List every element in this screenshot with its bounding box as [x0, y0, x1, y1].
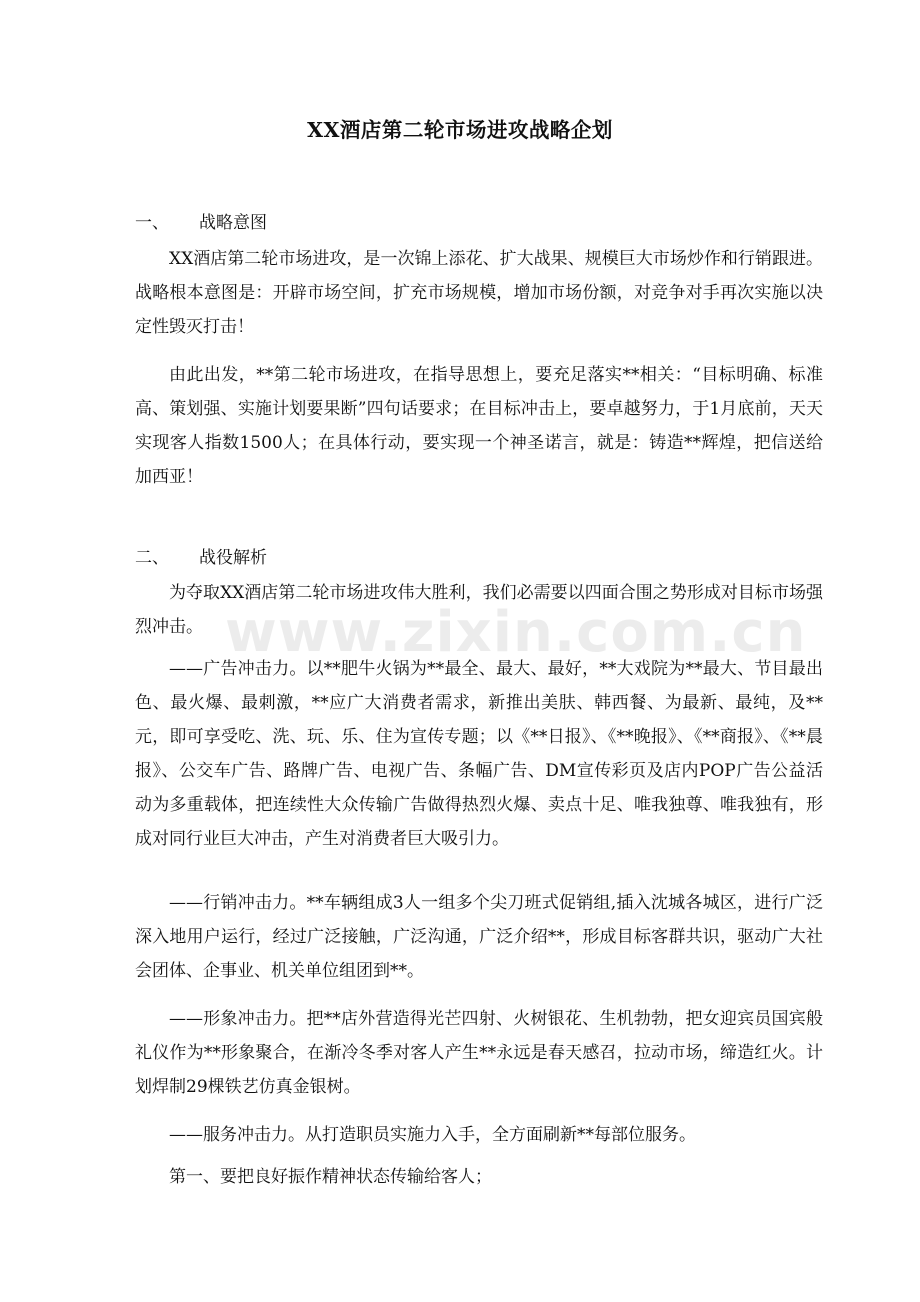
section-number: 二、 — [135, 548, 169, 568]
document-title: XX酒店第二轮市场进攻战略企划 — [307, 118, 613, 142]
watermark: www.zixin.com.cn — [225, 600, 807, 665]
paragraph: ——形象冲击力。把**店外营造得光芒四射、火树银花、生机勃勃，把女迎宾员国宾般礼仪作为**形象聚合，在渐冷冬季对客人产生**永远是春天感召，拉动市场，缔造红火。计划焊制29棵铁艺仿真金银树。 — [135, 1009, 823, 1097]
paragraph: ——行销冲击力。**车辆组成3人一组多个尖刀班式促销组,插入沈城各城区，进行广泛深入地用户运行，经过广泛接触，广泛沟通，广泛介绍**，形成目标客群共识，驱动广大社会团体、企事业、机关单位组团到**。 — [135, 893, 823, 981]
section-title: 战略意图 — [199, 213, 267, 233]
section-title: 战役解析 — [199, 548, 267, 568]
paragraph: 第一、要把良好振作精神状态传输给客人； — [169, 1167, 492, 1187]
paragraph: ——广告冲击力。以**肥牛火锅为**最全、最大、最好，**大戏院为**最大、节目最出色、最火爆、最刺激，**应广大消费者需求，新推出美肤、韩西餐、为最新、最纯，及**元，即可享受吃、洗、玩、乐、住为宣传专题；以《**日报》、《**晚报》、《**商报》、《**晨报》、公交车广告、路牌广告、电视广告、条幅广告、DM宣传彩页及店内POP广告公益活动为多重载体，把连续性大众传输广告做得热烈火爆、卖点十足、唯我独尊、唯我独有，形成对同行业巨大冲击，产生对消费者巨大吸引力。 — [135, 659, 823, 849]
paragraph: XX酒店第二轮市场进攻，是一次锦上添花、扩大战果、规模巨大市场炒作和行销跟进。战略根本意图是：开辟市场空间，扩充市场规模，增加市场份额，对竞争对手再次实施以决定性毁灭打击！ — [135, 249, 823, 337]
paragraph: 由此出发，**第二轮市场进攻，在指导思想上，要充足落实**相关：“目标明确、标准高、策划强、实施计划要果断”四句话要求；在目标冲击上，要卓越努力，于1月底前，天天实现客人指数1500人；在具体行动，要实现一个神圣诺言，就是：铸造**辉煌，把信送给加西亚！ — [135, 365, 823, 487]
section-number: 一、 — [135, 213, 169, 233]
section-heading-campaign — [135, 543, 267, 568]
paragraph: 为夺取XX酒店第二轮市场进攻伟大胜利，我们必需要以四面合围之势形成对目标市场强烈冲击。 — [135, 583, 823, 637]
paragraph: ——服务冲击力。从打造职员实施力入手，全方面刷新**每部位服务。 — [169, 1125, 696, 1145]
section-heading-strategy — [135, 208, 267, 233]
